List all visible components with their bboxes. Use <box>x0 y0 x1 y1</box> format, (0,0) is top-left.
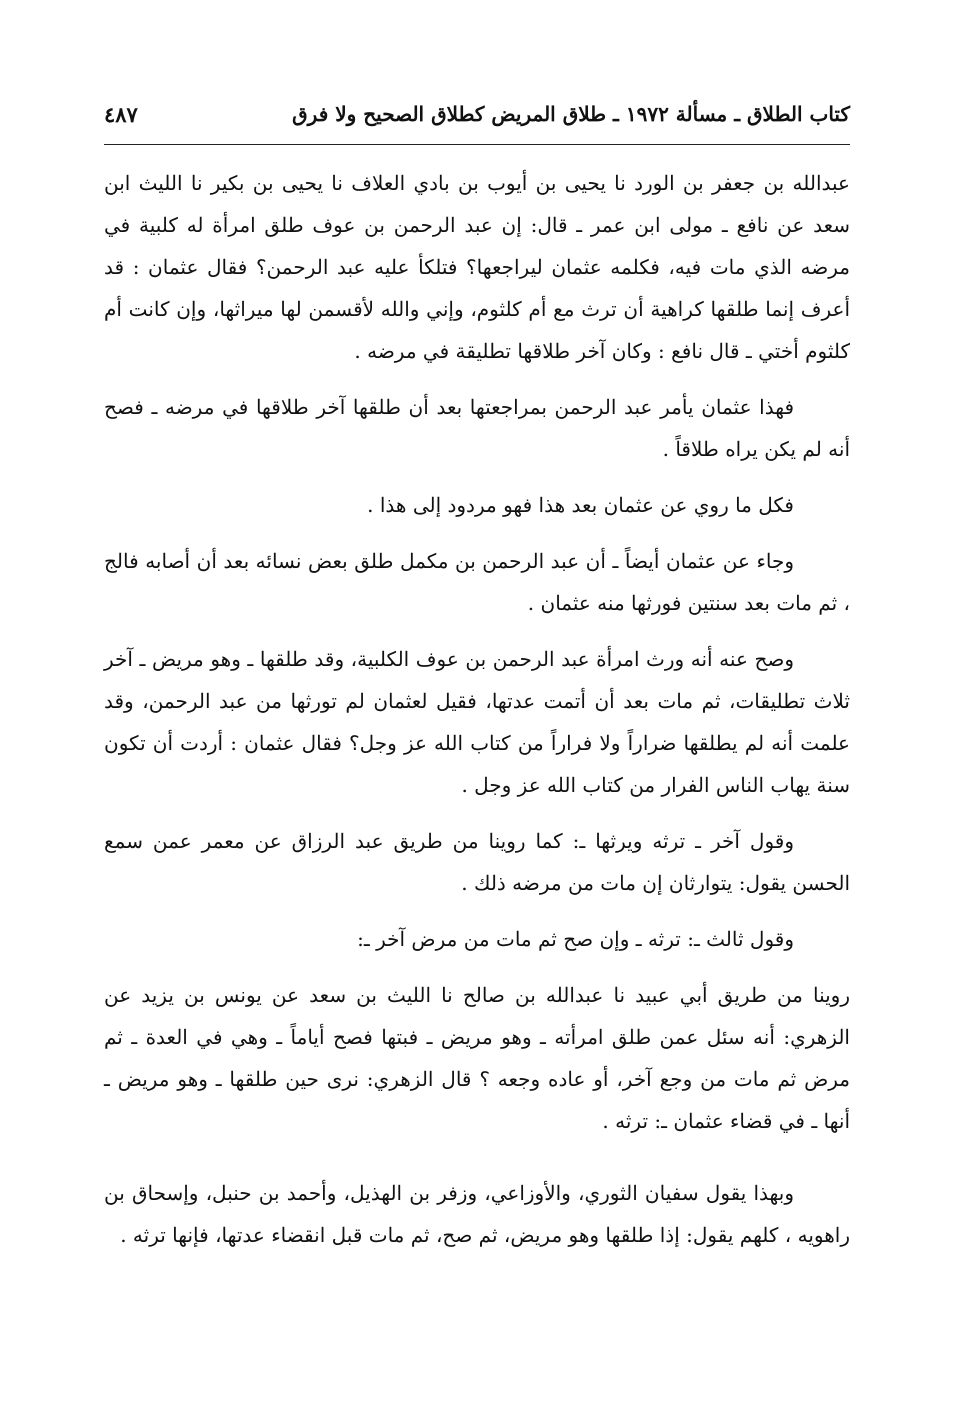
page-header <box>104 92 850 136</box>
page-body <box>104 162 850 1270</box>
header-divider <box>104 144 850 145</box>
running-title: كتاب الطلاق ـ مسألة ١٩٧٢ ـ طلاق المريض كطلاق الصحيح ولا فرق <box>292 102 850 126</box>
paragraph-second-opinion: وقول آخر ـ ترثه ويرثها ـ: كما روينا من طريق عبد الرزاق عن معمر عمن سمع الحسن يقول: يتوارثان إن مات من مرضه ذلك . <box>104 829 850 895</box>
paragraph-third-opinion: وقول ثالث ـ: ترثه ـ وإن صح ثم مات من مرض آخر ـ: <box>357 927 794 951</box>
paragraph-ibn-mukmil: وجاء عن عثمان أيضاً ـ أن عبد الرحمن بن مكمل طلق بعض نسائه بعد أن أصابه فالج ، ثم مات بعد سنتين فورثها منه عثمان . <box>104 549 850 615</box>
paragraph-kalbiyya-inheritance: وصح عنه أنه ورث امرأة عبد الرحمن بن عوف الكلبية، وقد طلقها ـ وهو مريض ـ آخر ثلاث تطليقات، ثم مات بعد أن أتمت عدتها، فقيل لعثمان لم تورثها من عبد الرحمن، وقد علمت أنه لم يطلقها ضراراً ولا فراراً من كتاب الله عز وجل؟ فقال عثمان : أردت أن تكون سنة يهاب الناس الفرار من كتاب الله عز وجل . <box>104 647 850 797</box>
paragraph-all-narrations: فكل ما روي عن عثمان بعد هذا فهو مردود إلى هذا . <box>367 493 794 517</box>
page-number: ٤٨٧ <box>104 101 138 127</box>
paragraph-isnad-abd-al-rahman: عبدالله بن جعفر بن الورد نا يحيى بن أيوب بن بادي العلاف نا يحيى بن بكير نا الليث ابن سعد عن نافع ـ مولى ابن عمر ـ قال: إن عبد الرحمن بن عوف طلق امرأة له كلبية في مرضه الذي مات فيه، فكلمه عثمان ليراجعها؟ فتلكأ عليه عبد الرحمن؟ فقال عثمان : قد أعرف إنما طلقها كراهية أن ترث مع أم كلثوم، وإني والله لأقسمن لها ميراثها، وإن كانت أم كلثوم أختي ـ قال نافع : وكان آخر طلاقها تطليقة في مرضه . <box>104 171 850 363</box>
paragraph-zuhri-narration: روينا من طريق أبي عبيد نا عبدالله بن صالح نا الليث بن سعد عن يونس بن يزيد عن الزهري: أنه سئل عمن طلق امرأته ـ وهو مريض ـ فبتها فصح أياماً ـ وهي في العدة ـ ثم مرض ثم مات من وجع آخر، أو عاده وجعه ؟ قال الزهري: نرى حين طلقها ـ وهو مريض ـ أنها ـ في قضاء عثمان ـ: ترثه . <box>104 983 850 1133</box>
paragraph-scholars-view: وبهذا يقول سفيان الثوري، والأوزاعي، وزفر بن الهذيل، وأحمد بن حنبل، وإسحاق بن راهويه ، كلهم يقول: إذا طلقها وهو مريض، ثم صح، ثم مات قبل انقضاء عدتها، فإنها ترثه . <box>104 1181 850 1247</box>
paragraph-uthman-conclusion: فهذا عثمان يأمر عبد الرحمن بمراجعتها بعد أن طلقها آخر طلاقها في مرضه ـ فصح أنه لم يكن يراه طلاقاً . <box>104 395 850 461</box>
